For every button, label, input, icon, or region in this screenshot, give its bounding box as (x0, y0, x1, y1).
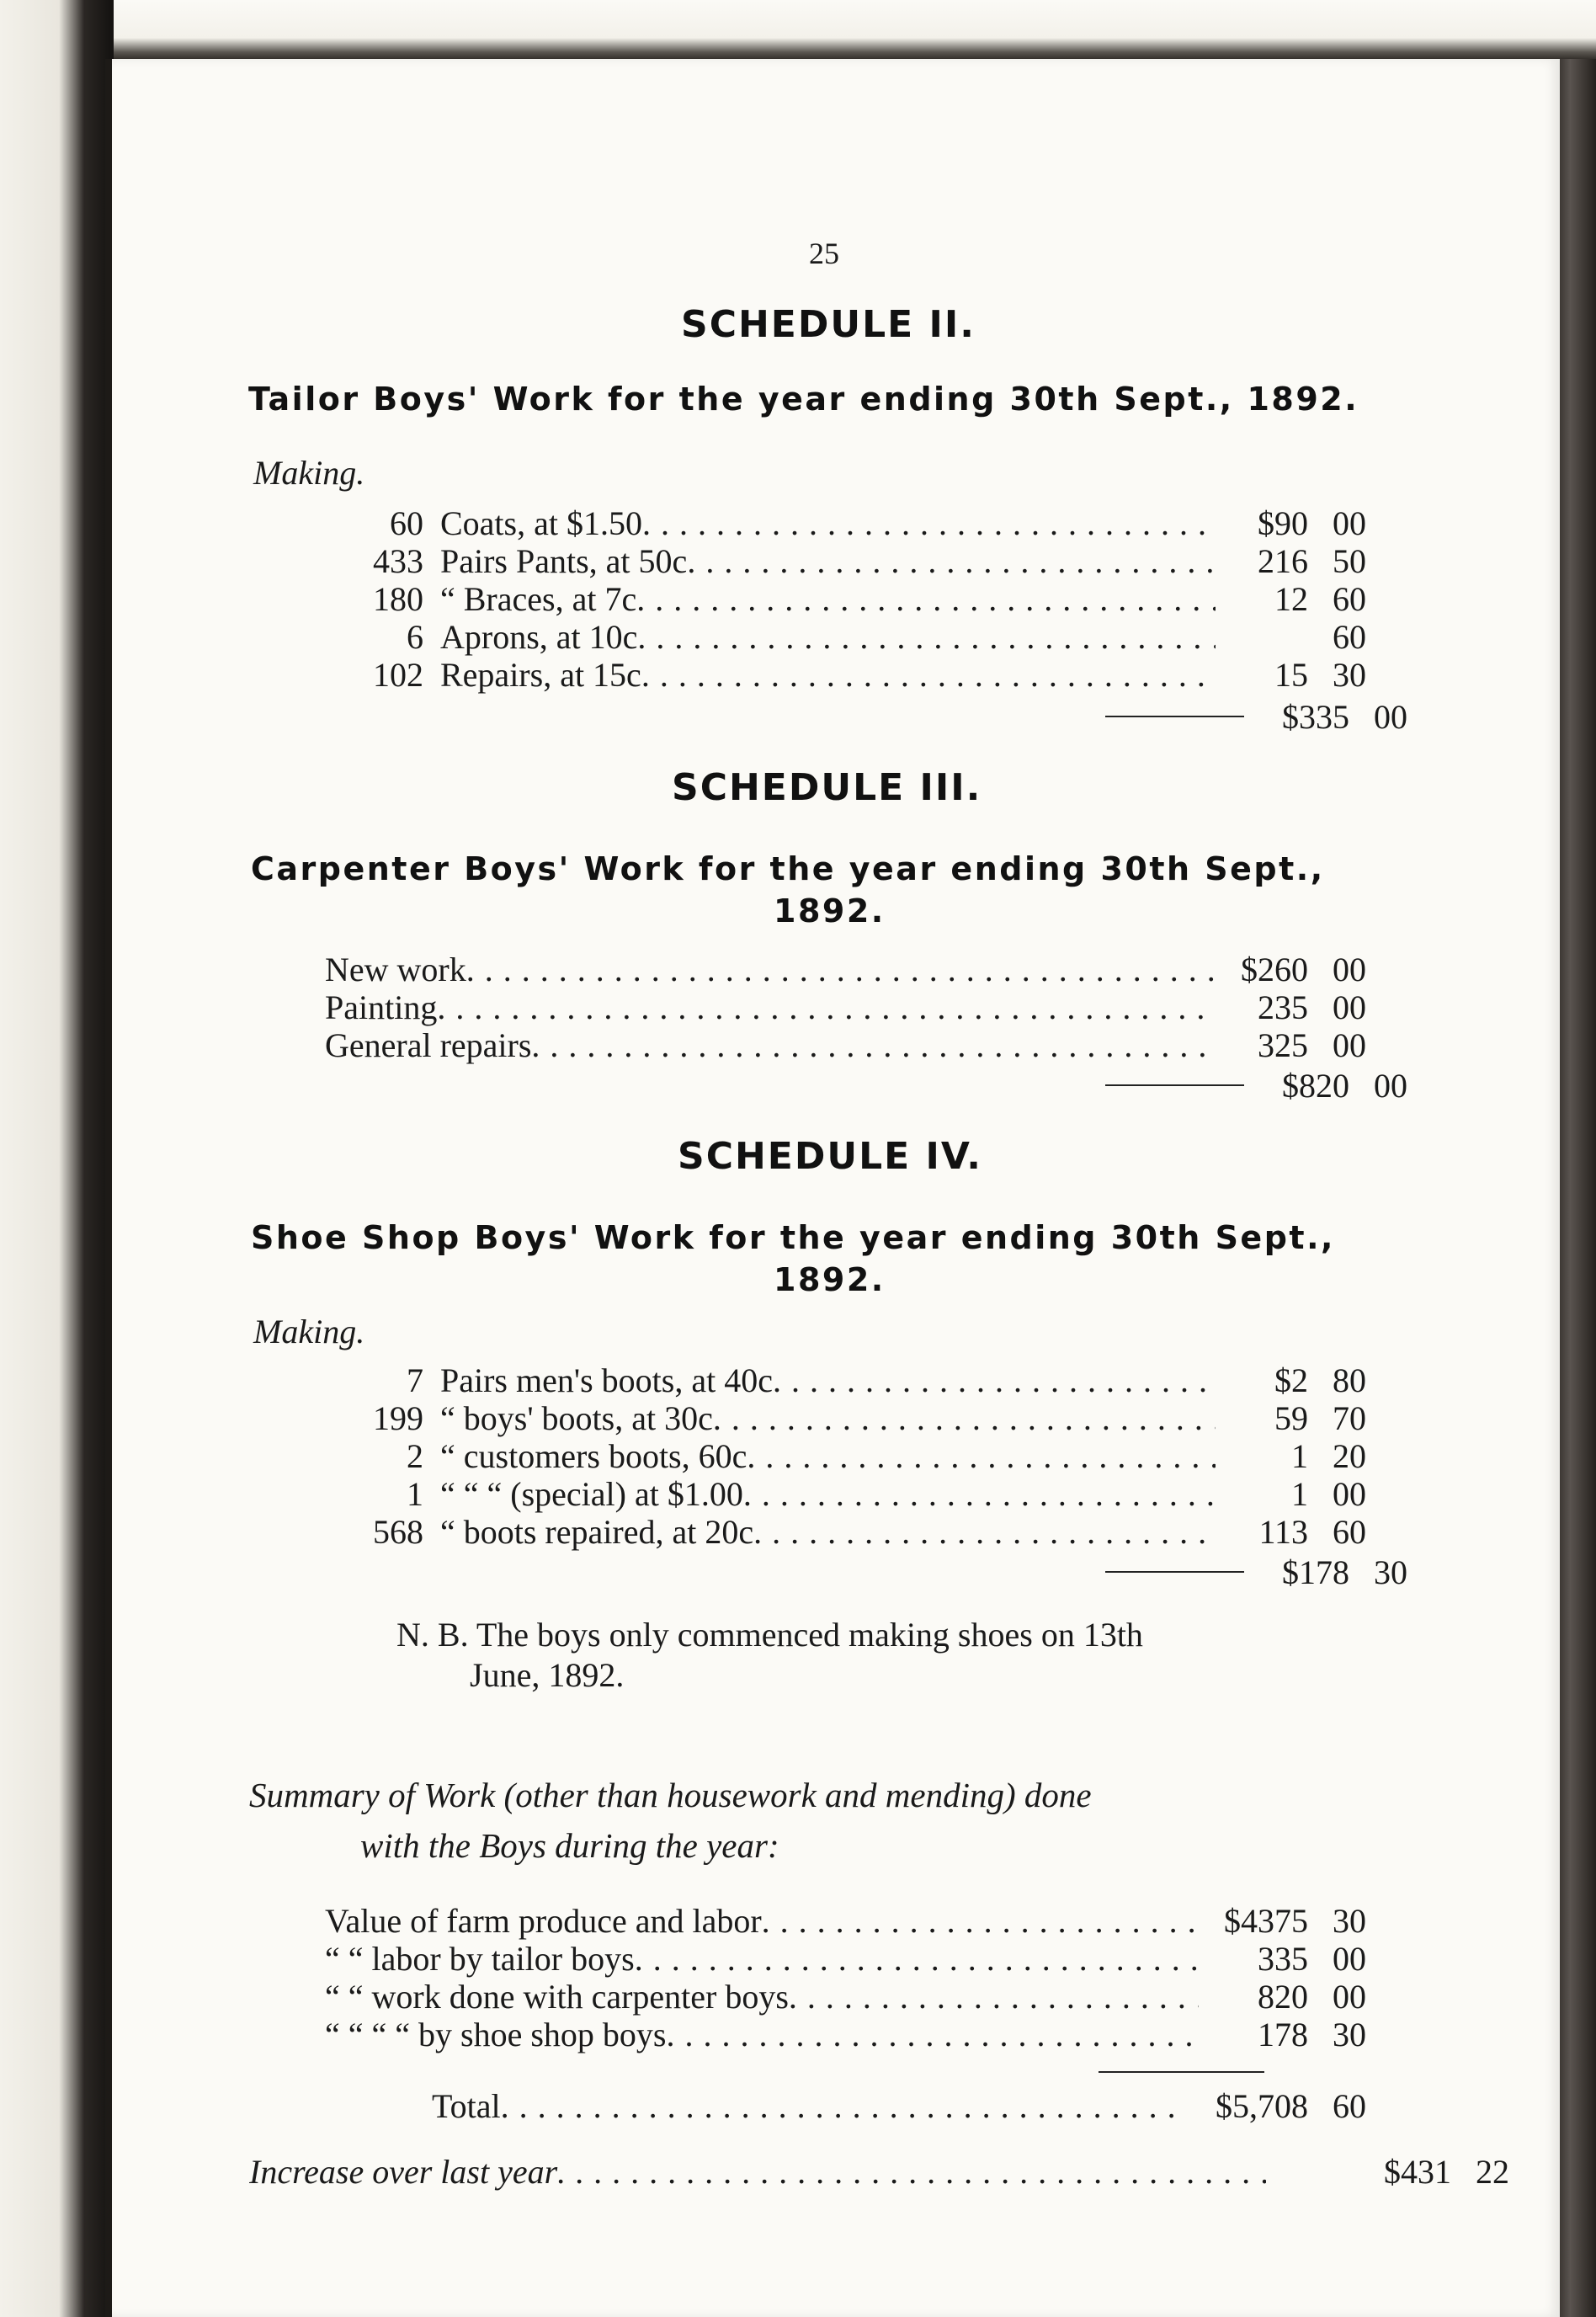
total-rule (1105, 1084, 1244, 1086)
schedule-4-subtitle-line1: Shoe Shop Boys' Work for the year ending 30th Sept., (251, 1219, 1335, 1256)
row-qty: 60 (390, 504, 423, 542)
scan-left-edge (0, 0, 114, 2317)
row-dollars: 335 (1258, 1940, 1308, 1978)
row-qty: 2 (407, 1437, 423, 1475)
table-row (325, 1941, 1366, 1978)
row-dollars: 235 (1258, 988, 1308, 1026)
row-dollars: $90 (1258, 504, 1308, 542)
scan-top-edge (105, 0, 1596, 61)
row-desc: “ boys' boots, at 30c (440, 1400, 713, 1437)
row-dollars: 1 (1291, 1475, 1308, 1513)
row-qty: 7 (407, 1361, 423, 1399)
schedule-3-heading: SCHEDULE III. (672, 766, 982, 809)
row-dollars: 820 (1258, 1978, 1308, 2016)
row-qty: 433 (373, 542, 423, 580)
row-cents: 60 (1333, 618, 1366, 656)
schedule-4-total (1257, 1554, 1501, 1591)
increase-row (249, 2154, 1509, 2191)
schedule-3-total (1257, 1068, 1501, 1105)
total-rule (1105, 716, 1244, 717)
row-cents: 30 (1333, 656, 1366, 694)
row-cents: 00 (1333, 504, 1366, 542)
row-cents: 20 (1333, 1437, 1366, 1475)
table-row (364, 581, 1366, 618)
row-cents: 60 (1333, 1513, 1366, 1551)
row-dollars: 325 (1258, 1026, 1308, 1064)
page-number: 25 (809, 237, 839, 270)
row-desc: Pairs men's boots, at 40c (440, 1362, 773, 1399)
total-cents: 60 (1333, 2087, 1366, 2125)
row-desc: New work (325, 951, 466, 988)
row-desc: “ “ work done with carpenter boys (325, 1979, 789, 2016)
table-row (364, 657, 1366, 694)
row-dollars: 12 (1274, 580, 1308, 618)
row-dollars: $2 (1274, 1361, 1308, 1399)
increase-cents: 22 (1476, 2153, 1509, 2191)
row-cents: 00 (1333, 951, 1366, 988)
table-row (364, 1400, 1366, 1437)
row-cents: 70 (1333, 1399, 1366, 1437)
row-dollars: $260 (1241, 951, 1308, 988)
table-row (364, 543, 1366, 580)
table-row (364, 505, 1366, 542)
row-cents: 30 (1333, 2016, 1366, 2053)
row-dollars: 59 (1274, 1399, 1308, 1437)
table-row (325, 2016, 1366, 2053)
row-cents: 00 (1333, 988, 1366, 1026)
row-desc: Painting (325, 989, 438, 1026)
total-dollars: $335 (1282, 698, 1349, 736)
row-cents: 00 (1333, 1026, 1366, 1064)
row-qty: 199 (373, 1399, 423, 1437)
total-rule (1105, 1571, 1244, 1573)
summary-title-line2: with the Boys during the year: (360, 1826, 779, 1865)
row-cents: 60 (1333, 580, 1366, 618)
row-desc: “ Braces, at 7c (440, 581, 637, 618)
total-label: Total (432, 2088, 501, 2125)
schedule-2-heading: SCHEDULE II. (681, 303, 976, 346)
schedule-4-subtitle-line2: 1892. (774, 1261, 886, 1298)
row-desc: Repairs, at 15c (440, 657, 641, 694)
schedule-2-making-label: Making. (253, 454, 365, 492)
row-dollars: 178 (1258, 2016, 1308, 2053)
row-desc: Coats, at $1.50 (440, 505, 642, 542)
row-desc: General repairs (325, 1027, 532, 1064)
row-desc: “ “ “ (special) at $1.00 (440, 1476, 743, 1513)
total-cents: 30 (1374, 1553, 1407, 1591)
row-dollars: 216 (1258, 542, 1308, 580)
table-row (364, 1438, 1366, 1475)
increase-dollars: $431 (1384, 2153, 1451, 2191)
row-desc: Pairs Pants, at 50c (440, 543, 688, 580)
schedule-4-note-line1: N. B. The boys only commenced making shoes on 13th (396, 1616, 1143, 1654)
summary-rule (1099, 2071, 1264, 2073)
table-row (325, 1903, 1366, 1940)
row-qty: 1 (407, 1475, 423, 1513)
schedule-3-subtitle-line1: Carpenter Boys' Work for the year ending 30th Sept., (251, 850, 1325, 887)
row-desc: “ boots repaired, at 20c (440, 1514, 754, 1551)
row-qty: 6 (407, 618, 423, 656)
schedule-4-note-line2: June, 1892. (470, 1656, 625, 1694)
total-cents: 00 (1374, 1067, 1407, 1105)
table-row (364, 619, 1366, 656)
row-cents: 00 (1333, 1940, 1366, 1978)
row-qty: 102 (373, 656, 423, 694)
row-cents: 80 (1333, 1361, 1366, 1399)
row-dollars: 15 (1274, 656, 1308, 694)
total-dollars: $5,708 (1216, 2087, 1308, 2125)
total-dollars: $178 (1282, 1553, 1349, 1591)
row-desc: “ “ labor by tailor boys (325, 1941, 635, 1978)
schedule-2-subtitle: Tailor Boys' Work for the year ending 30th Sept., 1892. (248, 381, 1359, 418)
row-desc: Value of farm produce and labor (325, 1903, 762, 1940)
total-cents: 00 (1374, 698, 1407, 736)
summary-total-row (432, 2088, 1366, 2125)
book-page (105, 59, 1560, 2317)
increase-label: Increase over last year (249, 2154, 558, 2191)
row-desc: “ customers boots, 60c (440, 1438, 747, 1475)
table-row (325, 1027, 1366, 1064)
table-row (364, 1362, 1366, 1399)
schedule-4-making-label: Making. (253, 1313, 365, 1350)
row-desc: Aprons, at 10c (440, 619, 638, 656)
schedule-4-heading: SCHEDULE IV. (678, 1135, 982, 1178)
row-cents: 00 (1333, 1978, 1366, 2016)
row-cents: 50 (1333, 542, 1366, 580)
schedule-3-subtitle-line2: 1892. (774, 892, 886, 929)
schedule-2-total (1257, 699, 1501, 736)
table-row (364, 1514, 1366, 1551)
table-row (325, 951, 1366, 988)
row-qty: 568 (373, 1513, 423, 1551)
total-dollars: $820 (1282, 1067, 1349, 1105)
row-desc: “ “ “ “ by shoe shop boys (325, 2016, 667, 2053)
row-qty: 180 (373, 580, 423, 618)
table-row (325, 989, 1366, 1026)
summary-title-line1: Summary of Work (other than housework and mending) done (249, 1776, 1092, 1814)
row-cents: 00 (1333, 1475, 1366, 1513)
row-dollars: $4375 (1224, 1902, 1308, 1940)
row-dollars: 1 (1291, 1437, 1308, 1475)
table-row (325, 1979, 1366, 2016)
row-cents: 30 (1333, 1902, 1366, 1940)
row-dollars: 113 (1258, 1513, 1308, 1551)
table-row (364, 1476, 1366, 1513)
